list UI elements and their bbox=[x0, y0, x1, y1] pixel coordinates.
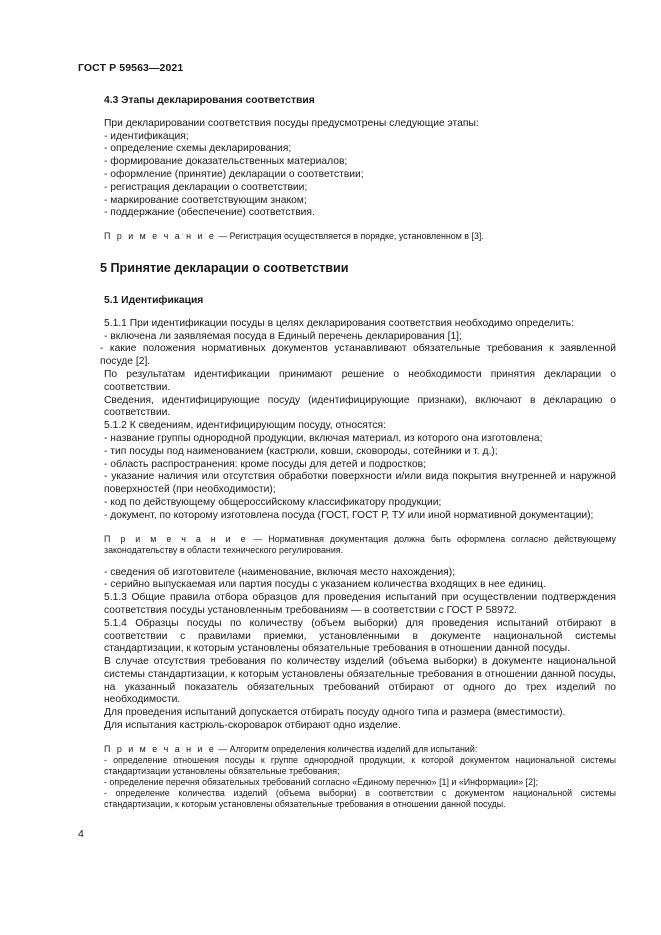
section-4-3-intro: При декларировании соответствия посуды предусмотрены следующие этапы: bbox=[104, 117, 479, 129]
note-list-item: - определение отношения посуды к группе однородной продукции, к которой документом национальной системы стандартизации установлены обязательные требования; bbox=[104, 754, 616, 776]
list-item: - определение схемы декларирования; bbox=[104, 143, 292, 155]
list-item: - маркирование соответствующим знаком; bbox=[104, 194, 307, 206]
note-list-item: - определение количества изделий (объема выборки) в соответствии с документом национальной системы стандартизации, к которым установлены обязательные требования в отношении данной посуды. bbox=[104, 787, 616, 809]
list-item: - указание наличия или отсутствия обработки поверхности и/или вида покрытия внутренней и наружной поверхностей (при необходимости); bbox=[104, 471, 616, 496]
paragraph-5-1-2: 5.1.2 К сведениям, идентифицирующим посуду, относятся: bbox=[104, 420, 386, 432]
paragraph-tests: Для проведения испытаний допускается отбирать посуду одного типа и размера (вместимости). bbox=[104, 707, 566, 719]
document-body bbox=[100, 95, 616, 810]
paragraph-info: Сведения, идентифицирующие посуду (идентифицирующие признаки), включают в декларацию о соответствии. bbox=[104, 394, 616, 419]
list-item: - название группы однородной продукции, включая материал, из которого она изготовлена; bbox=[104, 432, 543, 444]
list-item: - формирование доказательственных материалов; bbox=[104, 156, 348, 168]
paragraph-pressure-cookers: Для испытания кастрюль-скороварок отбирают одно изделие. bbox=[104, 720, 401, 732]
list-item: - документ, по которому изготовлена посуда (ГОСТ, ГОСТ Р, ТУ или иной нормативной документации); bbox=[104, 509, 594, 521]
note-text: — Алгоритм определения количества изделий для испытаний: bbox=[215, 743, 478, 754]
list-item: - оформление (принятие) декларации о соответствии; bbox=[104, 168, 364, 180]
note-text: — Регистрация осуществляется в порядке, установленном в [3]. bbox=[215, 231, 484, 242]
list-item: - какие положения нормативных документов устанавливают обязательные требования к заявленной посуде [2]. bbox=[100, 343, 616, 368]
list-item: - регистрация декларации о соответствии; bbox=[104, 181, 308, 193]
list-item: - поддержание (обеспечение) соответствия. bbox=[104, 207, 315, 219]
note-line bbox=[104, 744, 616, 755]
paragraph-5-1-3: 5.1.3 Общие правила отбора образцов для проведения испытаний при осуществлении подтверждения соответствия посуды установленным требованиям — в соответствии с ГОСТ Р 58972. bbox=[104, 592, 616, 616]
page-number: 4 bbox=[78, 828, 84, 840]
paragraph-5-1-1: 5.1.1 При идентификации посуды в целях декларирования соответствия необходимо определить: bbox=[104, 317, 575, 329]
list-item: - идентификация; bbox=[104, 130, 189, 142]
note-label: П р и м е ч а н и е bbox=[104, 231, 216, 242]
section-5-title: 5 Принятие декларации о соответствии bbox=[100, 261, 349, 276]
note-list-item: - определение перечня обязательных требований согласно «Единому перечню» [1] и «Информации» [2]; bbox=[104, 776, 538, 787]
paragraph-absence: В случае отсутствия требования по количеству изделий (объема выборки) в документе национальной системы стандартизации, к которым установлены обязательные требования в отношении данной посуды, на указанный показатель обязательных требований отбирают от одного до трех изделий по необходимости. bbox=[104, 656, 616, 706]
list-item: - включена ли заявляемая посуда в Единый перечень декларирования [1]; bbox=[104, 330, 462, 342]
paragraph-5-1-4: 5.1.4 Образцы посуды по количеству (объем выборки) для проведения испытаний отбирают в соответствии с правилами приемки, установленными в документе национальной системы стандартизации, к которым установлены обязательные требования в отношении данной посуды. bbox=[104, 617, 616, 655]
note-4-3 bbox=[104, 231, 616, 242]
list-item: - серийно выпускаемая или партия посуды с указанием количества входящих в нее единиц. bbox=[104, 579, 546, 591]
note-label: П р и м е ч а н и е bbox=[104, 743, 216, 754]
note-algorithm bbox=[104, 744, 616, 810]
list-item: - код по действующему общероссийскому классификатору продукции; bbox=[104, 496, 442, 508]
section-5-1-title: 5.1 Идентификация bbox=[104, 294, 204, 306]
section-4-3-title: 4.3 Этапы декларирования соответствия bbox=[104, 95, 315, 106]
document-header: ГОСТ Р 59563—2021 bbox=[78, 62, 184, 74]
list-item: - сведения об изготовителе (наименование, включая место нахождения); bbox=[104, 566, 456, 578]
note-5-1-2 bbox=[104, 534, 616, 556]
paragraph-results: По результатам идентификации принимают решение о необходимости принятия декларации о соответствии. bbox=[104, 368, 616, 393]
list-item: - тип посуды под наименованием (кастрюли, ковши, сковороды, сотейники и т. д.); bbox=[104, 445, 498, 457]
list-item: - область распространения: кроме посуды для детей и подростков; bbox=[104, 458, 427, 470]
note-text: — Нормативная документация должна быть оформлена согласно действующему законодательству в области технического регулирования. bbox=[104, 533, 616, 555]
note-label: П р и м е ч а н и е bbox=[104, 533, 248, 544]
